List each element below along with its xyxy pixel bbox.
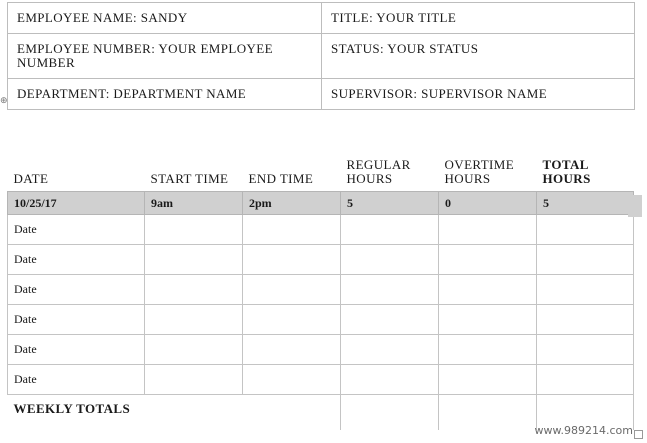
cell-regular-hours[interactable] <box>341 305 439 335</box>
cell-date[interactable]: Date <box>8 245 145 275</box>
table-row[interactable] <box>8 245 634 275</box>
table-resize-handle[interactable] <box>634 430 643 439</box>
watermark: www.989214.com <box>534 424 633 437</box>
timesheet-header-row <box>8 154 634 192</box>
table-row[interactable] <box>8 305 634 335</box>
department-cell[interactable]: DEPARTMENT: DEPARTMENT NAME <box>8 79 322 110</box>
cell-regular-hours[interactable] <box>341 215 439 245</box>
cell-end-time[interactable] <box>243 305 341 335</box>
row-highlight-extension <box>628 195 642 217</box>
cell-start-time[interactable] <box>145 215 243 245</box>
cell-overtime-hours[interactable] <box>439 245 537 275</box>
total-regular-hours-cell[interactable] <box>341 395 439 431</box>
cell-date[interactable]: Date <box>8 305 145 335</box>
table-row[interactable] <box>8 335 634 365</box>
table-row[interactable] <box>8 275 634 305</box>
cell-total-hours[interactable] <box>537 335 634 365</box>
cell-total-hours[interactable] <box>537 275 634 305</box>
header-regular-hours: REGULAR HOURS <box>346 157 411 186</box>
table-row-highlighted[interactable] <box>8 192 634 215</box>
cell-regular-hours[interactable] <box>341 365 439 395</box>
supervisor-cell[interactable]: SUPERVISOR: SUPERVISOR NAME <box>322 79 635 110</box>
cell-date[interactable]: 10/25/17 <box>8 192 145 215</box>
cell-end-time[interactable] <box>243 335 341 365</box>
cell-overtime-hours[interactable]: 0 <box>439 192 537 215</box>
cell-start-time[interactable] <box>145 335 243 365</box>
cell-start-time[interactable] <box>145 365 243 395</box>
cell-overtime-hours[interactable] <box>439 215 537 245</box>
cell-overtime-hours[interactable] <box>439 275 537 305</box>
cell-end-time[interactable] <box>243 245 341 275</box>
cell-overtime-hours[interactable] <box>439 305 537 335</box>
header-date: DATE <box>13 171 49 186</box>
cell-start-time[interactable] <box>145 305 243 335</box>
header-start-time: START TIME <box>150 171 229 186</box>
cell-start-time[interactable] <box>145 275 243 305</box>
header-overtime-hours: OVERTIME HOURS <box>444 157 515 186</box>
table-row[interactable] <box>8 365 634 395</box>
cell-regular-hours[interactable] <box>341 245 439 275</box>
cell-regular-hours[interactable] <box>341 275 439 305</box>
cell-date[interactable]: Date <box>8 275 145 305</box>
cell-start-time[interactable]: 9am <box>145 192 243 215</box>
total-overtime-hours-cell[interactable] <box>439 395 537 431</box>
employee-number-cell[interactable]: EMPLOYEE NUMBER: YOUR EMPLOYEE NUMBER <box>8 34 322 79</box>
employee-info-table <box>7 2 635 110</box>
cell-end-time[interactable]: 2pm <box>243 192 341 215</box>
cell-total-hours[interactable]: 5 <box>537 192 634 215</box>
table-move-handle-icon[interactable]: ⊕ <box>0 96 8 106</box>
employee-name-cell[interactable]: EMPLOYEE NAME: SANDY <box>8 3 322 34</box>
cell-total-hours[interactable] <box>537 215 634 245</box>
title-cell[interactable]: TITLE: YOUR TITLE <box>322 3 635 34</box>
cell-date[interactable]: Date <box>8 365 145 395</box>
header-total-hours: TOTAL HOURS <box>542 157 591 186</box>
cell-total-hours[interactable] <box>537 245 634 275</box>
cell-total-hours[interactable] <box>537 305 634 335</box>
cell-date[interactable]: Date <box>8 335 145 365</box>
cell-regular-hours[interactable] <box>341 335 439 365</box>
header-end-time: END TIME <box>248 171 314 186</box>
cell-start-time[interactable] <box>145 245 243 275</box>
cell-date[interactable]: Date <box>8 215 145 245</box>
cell-end-time[interactable] <box>243 275 341 305</box>
cell-end-time[interactable] <box>243 365 341 395</box>
cell-regular-hours[interactable]: 5 <box>341 192 439 215</box>
cell-end-time[interactable] <box>243 215 341 245</box>
cell-total-hours[interactable] <box>537 365 634 395</box>
weekly-totals-label: WEEKLY TOTALS <box>13 401 131 416</box>
cell-overtime-hours[interactable] <box>439 365 537 395</box>
cell-overtime-hours[interactable] <box>439 335 537 365</box>
table-row[interactable] <box>8 215 634 245</box>
status-cell[interactable]: STATUS: YOUR STATUS <box>322 34 635 79</box>
timesheet-table <box>7 154 634 430</box>
